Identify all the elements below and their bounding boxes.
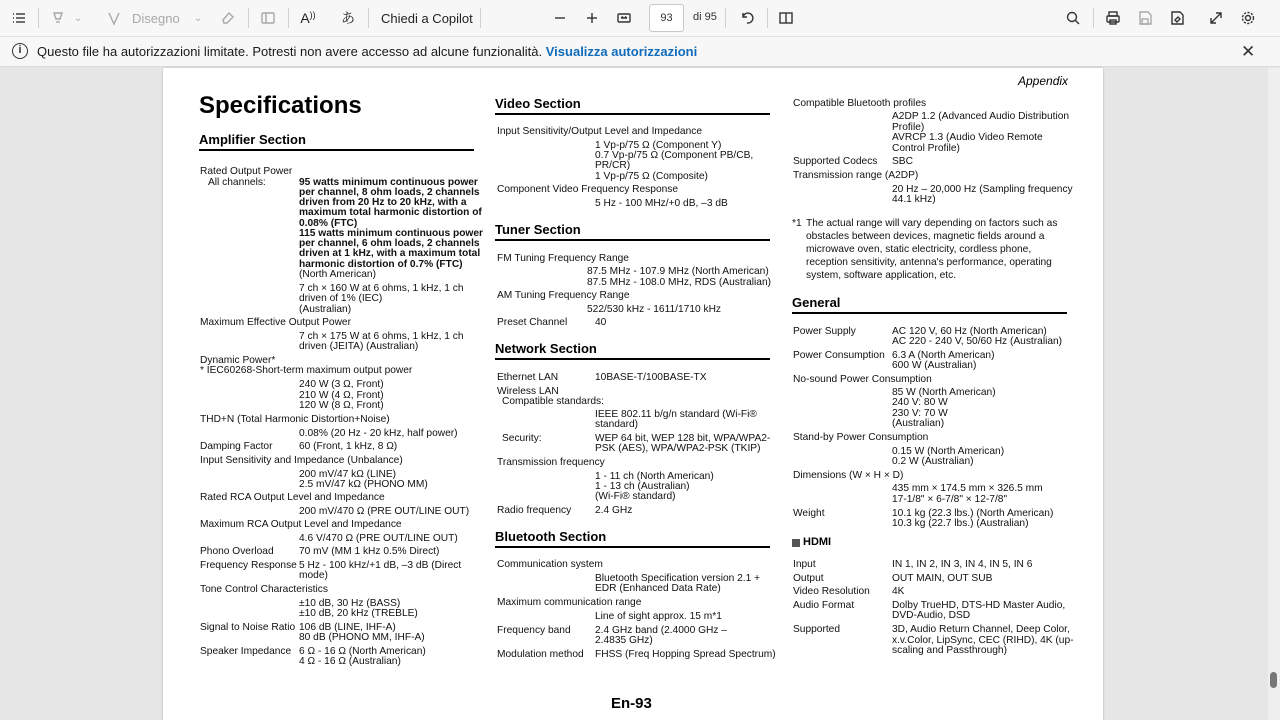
highlight-icon — [50, 10, 66, 26]
spec-text: Modulation method — [497, 649, 584, 660]
spec-text: 6.3 A (North American) — [892, 350, 995, 361]
toolbar-divider — [1093, 8, 1094, 28]
spec-text: 115 watts minimum continuous power — [299, 228, 483, 239]
spec-text: Transmission frequency — [497, 457, 605, 468]
spec-text: Input Sensitivity and Impedance (Unbalance) — [200, 455, 403, 466]
toolbar-divider — [288, 8, 289, 28]
section-heading: Video Section — [495, 96, 581, 111]
spec-text: No-sound Power Consumption — [793, 374, 932, 385]
spec-text: AC 220 - 240 V, 50/60 Hz (Australian) — [892, 336, 1063, 347]
spec-text: mode) — [299, 570, 328, 581]
spec-text: Input Sensitivity/Output Level and Impedance — [497, 126, 703, 137]
spec-text: 435 mm × 174.5 mm × 326.5 mm — [892, 483, 1043, 494]
spec-text: 2.4 GHz band (2.4000 GHz – — [595, 625, 727, 636]
spec-text: FM Tuning Frequency Range — [497, 253, 629, 264]
spec-text: Video Resolution — [793, 586, 870, 597]
spec-text: maximum total harmonic distortion of — [299, 207, 482, 218]
draw-button[interactable] — [106, 6, 206, 30]
spec-text: 7 ch × 160 W at 6 ohms, 1 kHz, 1 ch — [299, 283, 464, 294]
spec-text: 2.4 GHz — [595, 505, 633, 516]
translate-icon: あ — [341, 10, 355, 26]
spec-text: scaling and Passthrough) — [892, 645, 1007, 656]
plus-icon — [584, 10, 600, 26]
spec-text: PSK (AES), WPA/WPA2-PSK (TKIP) — [595, 443, 761, 454]
spec-text: 70 mV (MM 1 kHz 0.5% Direct) — [299, 546, 440, 557]
spec-text: driven of 1% (IEC) — [299, 293, 383, 304]
spec-text: per channel, 8 ohm loads, 2 channels — [299, 187, 480, 198]
spec-text: 210 W (4 Ω, Front) — [299, 390, 384, 401]
spec-text: (North American) — [299, 269, 376, 280]
spec-text: 4.6 V/470 Ω (PRE OUT/LINE OUT) — [299, 533, 458, 544]
read-aloud-button[interactable]: A )) — [300, 10, 316, 26]
toolbar-divider — [368, 8, 369, 28]
spec-text: THD+N (Total Harmonic Distortion+Noise) — [200, 414, 390, 425]
spec-text: IEEE 802.11 b/g/n standard (Wi-Fi® — [595, 409, 757, 420]
spec-text: Audio Format — [793, 600, 855, 611]
save-button[interactable] — [1133, 6, 1157, 30]
minus-icon — [552, 10, 568, 26]
spec-text: Power Consumption — [793, 350, 885, 361]
spec-text: driven from 20 Hz to 20 kHz, with a — [299, 197, 467, 208]
spec-text: 10.3 kg (22.7 lbs.) (Australian) — [892, 518, 1029, 529]
ask-copilot-button[interactable] — [376, 6, 476, 30]
draw-label: Disegno — [132, 10, 180, 26]
spec-text: (Wi-Fi® standard) — [595, 491, 676, 502]
spec-text: Line of sight approx. 15 m*1 — [595, 611, 722, 622]
spec-text: Radio frequency — [497, 505, 572, 516]
save-as-button[interactable] — [1165, 6, 1189, 30]
spec-text: AM Tuning Frequency Range — [497, 290, 630, 301]
spec-text: 200 mV/47 kΩ (LINE) — [299, 469, 397, 480]
spec-text: Dynamic Power* — [200, 355, 276, 366]
chevron-down-icon: ⌄ — [193, 12, 203, 24]
scrollbar-thumb[interactable] — [1270, 672, 1277, 688]
spec-text: standard) — [595, 419, 639, 430]
page-view-button[interactable] — [774, 6, 798, 30]
spec-text: The actual range will vary depending on factors such as — [806, 218, 1058, 229]
copilot-label: Chiedi a Copilot — [381, 10, 473, 26]
spec-text: 230 V: 70 W — [892, 408, 948, 419]
spec-text: Security: — [502, 433, 542, 444]
section-heading: General — [792, 295, 841, 310]
spec-text: Profile) — [892, 122, 925, 133]
toolbar-divider — [38, 8, 39, 28]
view-button[interactable] — [256, 6, 280, 30]
section-heading: Tuner Section — [495, 222, 581, 237]
section-heading: Amplifier Section — [199, 132, 306, 147]
spec-text: 120 W (8 Ω, Front) — [299, 400, 384, 411]
spec-text: reception sensitivity, antenna's performance, operating — [806, 257, 1052, 268]
spec-text: 17-1/8" × 6-7/8" × 12-7/8" — [892, 494, 1008, 505]
spec-text: 5 Hz - 100 kHz/+1 dB, –3 dB (Direct — [299, 560, 462, 571]
spec-text: 85 W (North American) — [892, 387, 996, 398]
spec-text: 106 dB (LINE, IHF-A) — [299, 622, 396, 633]
spec-text: obstacles between devices, magnetic fields around a — [806, 231, 1045, 242]
vertical-scrollbar[interactable] — [1268, 68, 1280, 720]
spec-text: 7 ch × 175 W at 6 ohms, 1 kHz, 1 ch — [299, 331, 464, 342]
pdf-page — [163, 68, 1103, 720]
spec-text: SBC — [892, 156, 913, 167]
section-rule — [792, 312, 1067, 314]
spec-text: Damping Factor — [200, 441, 273, 452]
print-button[interactable] — [1101, 6, 1125, 30]
zoom-out-button[interactable] — [548, 6, 572, 30]
spec-text: 44.1 kHz) — [892, 194, 936, 205]
toolbar-divider — [767, 8, 768, 28]
spec-text: 5 Hz - 100 MHz/+0 dB, –3 dB — [595, 198, 728, 209]
spec-text: Rated RCA Output Level and Impedance — [200, 492, 385, 503]
spec-text: Output — [793, 573, 824, 584]
save-icon — [1137, 10, 1153, 26]
spec-text: Frequency band — [497, 625, 571, 636]
spec-text: DVD-Audio, DSD — [892, 610, 971, 621]
spec-text: Communication system — [497, 559, 603, 570]
info-icon: i — [12, 43, 28, 59]
contents-icon[interactable] — [8, 6, 30, 30]
spec-text: 4 Ω - 16 Ω (Australian) — [299, 656, 401, 667]
spec-text: Rated Output Power — [200, 166, 293, 177]
spec-text: AVRCP 1.3 (Audio Video Remote — [892, 132, 1043, 143]
spec-text: 10BASE-T/100BASE-TX — [595, 372, 707, 383]
spec-text: 95 watts minimum continuous power — [299, 177, 478, 188]
spec-text: Dolby TrueHD, DTS-HD Master Audio, — [892, 600, 1066, 611]
spec-text: 0.7 Vp-p/75 Ω (Component PB/CB, — [595, 150, 754, 161]
eraser-icon — [220, 10, 236, 26]
section-rule — [199, 149, 474, 151]
spec-text: 0.2 W (Australian) — [892, 456, 974, 467]
toolbar-divider — [725, 8, 726, 28]
spec-text: 2.4835 GHz) — [595, 635, 653, 646]
spec-text: WEP 64 bit, WEP 128 bit, WPA/WPA2- — [595, 433, 771, 444]
rotate-icon — [739, 10, 755, 26]
spec-text: 0.15 W (North American) — [892, 446, 1005, 457]
spec-text: Speaker Impedance — [200, 646, 292, 657]
spec-text: Input — [793, 559, 816, 570]
spec-text: 10.1 kg (22.3 lbs.) (North American) — [892, 508, 1054, 519]
spec-text: per channel, 6 ohm loads, 2 channels — [299, 238, 480, 249]
chevron-down-icon: ⌄ — [73, 12, 83, 24]
spec-text: Preset Channel — [497, 317, 568, 328]
spec-text: Signal to Noise Ratio — [200, 622, 296, 633]
two-page-icon — [778, 10, 794, 26]
spec-text: 3D, Audio Return Channel, Deep Color, — [892, 624, 1070, 635]
search-button[interactable] — [1061, 6, 1085, 30]
square-bullet-icon — [792, 539, 800, 547]
spec-text: Bluetooth Specification version 2.1 + — [595, 573, 761, 584]
spec-text: 1 Vp-p/75 Ω (Composite) — [595, 171, 708, 182]
spec-text: * IEC60268-Short-term maximum output power — [200, 365, 413, 376]
spec-text: Dimensions (W × H × D) — [793, 470, 904, 481]
section-heading: HDMI — [803, 536, 832, 548]
spec-text: 1 Vp-p/75 Ω (Component Y) — [595, 140, 722, 151]
spec-text: 0.08% (FTC) — [299, 218, 358, 229]
spec-text: harmonic distortion of 0.7% (FTC) — [299, 259, 463, 270]
spec-text: Maximum communication range — [497, 597, 642, 608]
rotate-button[interactable] — [735, 6, 759, 30]
read-aloud-icon: A — [300, 10, 310, 26]
spec-text: 600 W (Australian) — [892, 360, 977, 371]
zoom-in-button[interactable] — [580, 6, 604, 30]
spec-text: Stand-by Power Consumption — [793, 432, 929, 443]
spec-text: driven at 1 kHz, with a maximum total — [299, 248, 481, 259]
spec-text: OUT MAIN, OUT SUB — [892, 573, 993, 584]
spec-text: EDR (Enhanced Data Rate) — [595, 583, 721, 594]
spec-text: 522/530 kHz - 1611/1710 kHz — [587, 304, 722, 315]
spec-text: A2DP 1.2 (Advanced Audio Distribution — [892, 111, 1070, 122]
page-title: Specifications — [199, 92, 362, 119]
spec-text: 0.08% (20 Hz - 20 kHz, half power) — [299, 428, 458, 439]
spec-text: Weight — [793, 508, 825, 519]
spec-text: 1 - 13 ch (Australian) — [595, 481, 690, 492]
section-rule — [495, 113, 770, 115]
spec-text: 60 (Front, 1 kHz, 8 Ω) — [299, 441, 398, 452]
spec-text: system, software application, etc. — [806, 270, 957, 281]
infobar-message: Questo file ha autorizzazioni limitate. Potresti non avere accesso ad alcune funzionalità. — [37, 44, 543, 59]
translate-button[interactable] — [336, 6, 360, 30]
spec-text: IN 1, IN 2, IN 3, IN 4, IN 5, IN 6 — [892, 559, 1033, 570]
spec-text: Compatible standards: — [502, 396, 604, 407]
spec-text: Phono Overload — [200, 546, 274, 557]
view-permissions-link[interactable]: Visualizza autorizzazioni — [545, 44, 698, 59]
spec-text: Transmission range (A2DP) — [793, 170, 919, 181]
spec-text: ±10 dB, 30 Hz (BASS) — [299, 598, 401, 609]
draw-icon — [106, 10, 122, 26]
page-header: Appendix — [1018, 74, 1069, 88]
spec-text: x.v.Color, LipSync, CEC (RIHD), 4K (up- — [892, 635, 1074, 646]
permissions-infobar — [0, 36, 1280, 67]
spec-text: FHSS (Freq Hopping Spread Spectrum) — [595, 649, 776, 660]
spec-text: 20 Hz – 20,000 Hz (Sampling frequency — [892, 184, 1073, 195]
section-heading: Network Section — [495, 341, 597, 356]
spec-text: Maximum Effective Output Power — [200, 317, 351, 328]
highlight-button[interactable] — [46, 6, 86, 30]
section-heading: Bluetooth Section — [495, 529, 607, 544]
spec-text: 87.5 MHz - 107.9 MHz (North American) — [587, 266, 769, 277]
spec-text: 4K — [892, 586, 905, 597]
search-icon — [1065, 10, 1081, 26]
spec-text: driven (JEITA) (Australian) — [299, 341, 419, 352]
spec-text: Power Supply — [793, 326, 856, 337]
expand-icon — [1208, 10, 1224, 26]
eraser-button[interactable] — [216, 6, 240, 30]
spec-text: Component Video Frequency Response — [497, 184, 679, 195]
spec-text: 240 W (3 Ω, Front) — [299, 379, 384, 390]
page-number-input[interactable]: 93 — [649, 4, 684, 32]
spec-text: 80 dB (PHONO MM, IHF-A) — [299, 632, 425, 643]
pdf-toolbar — [0, 0, 1280, 36]
gear-icon — [1240, 10, 1256, 26]
spec-text: 40 — [595, 317, 607, 328]
spec-text: PR/CR) — [595, 160, 631, 171]
spec-text: 6 Ω - 16 Ω (North American) — [299, 646, 426, 657]
spec-text: Control Profile) — [892, 143, 960, 154]
spec-text: AC 120 V, 60 Hz (North American) — [892, 326, 1047, 337]
settings-button[interactable] — [1236, 6, 1260, 30]
spec-text: Wireless LAN — [497, 386, 559, 397]
spec-text: 2.5 mV/47 kΩ (PHONO MM) — [299, 479, 428, 490]
spec-text: ±10 dB, 20 kHz (TREBLE) — [299, 608, 418, 619]
fit-page-icon — [616, 10, 632, 26]
spec-text: 87.5 MHz - 108.0 MHz, RDS (Australian) — [587, 277, 771, 288]
view-icon — [260, 10, 276, 26]
spec-text: microwave oven, static electricity, cordless phone, — [806, 244, 1032, 255]
close-icon[interactable]: ✕ — [1241, 42, 1256, 61]
spec-text: Tone Control Characteristics — [200, 584, 328, 595]
toolbar-divider — [248, 8, 249, 28]
spec-text: (Australian) — [892, 418, 945, 429]
spec-text: *1 — [792, 218, 802, 229]
section-rule — [495, 546, 770, 548]
spec-text: Supported Codecs — [793, 156, 878, 167]
toolbar-divider — [480, 8, 481, 28]
page-total: di 95 — [693, 11, 717, 23]
fit-page-button[interactable] — [612, 6, 636, 30]
spec-text: 1 - 11 ch (North American) — [595, 471, 714, 482]
spec-text: (Australian) — [299, 304, 352, 315]
spec-text: All channels: — [208, 177, 266, 188]
spec-text: Ethernet LAN — [497, 372, 559, 383]
spec-text: Supported — [793, 624, 841, 635]
spec-text: Frequency Response — [200, 560, 297, 571]
save-as-icon — [1169, 10, 1185, 26]
section-rule — [495, 358, 770, 360]
spec-text: 200 mV/470 Ω (PRE OUT/LINE OUT) — [299, 506, 470, 517]
page-footer: En-93 — [611, 695, 652, 712]
spec-text: Compatible Bluetooth profiles — [793, 98, 927, 109]
spec-text: Maximum RCA Output Level and Impedance — [200, 519, 402, 530]
print-icon — [1105, 10, 1121, 26]
spec-text: 240 V: 80 W — [892, 397, 948, 408]
fullscreen-button[interactable] — [1204, 6, 1228, 30]
section-rule — [495, 239, 770, 241]
